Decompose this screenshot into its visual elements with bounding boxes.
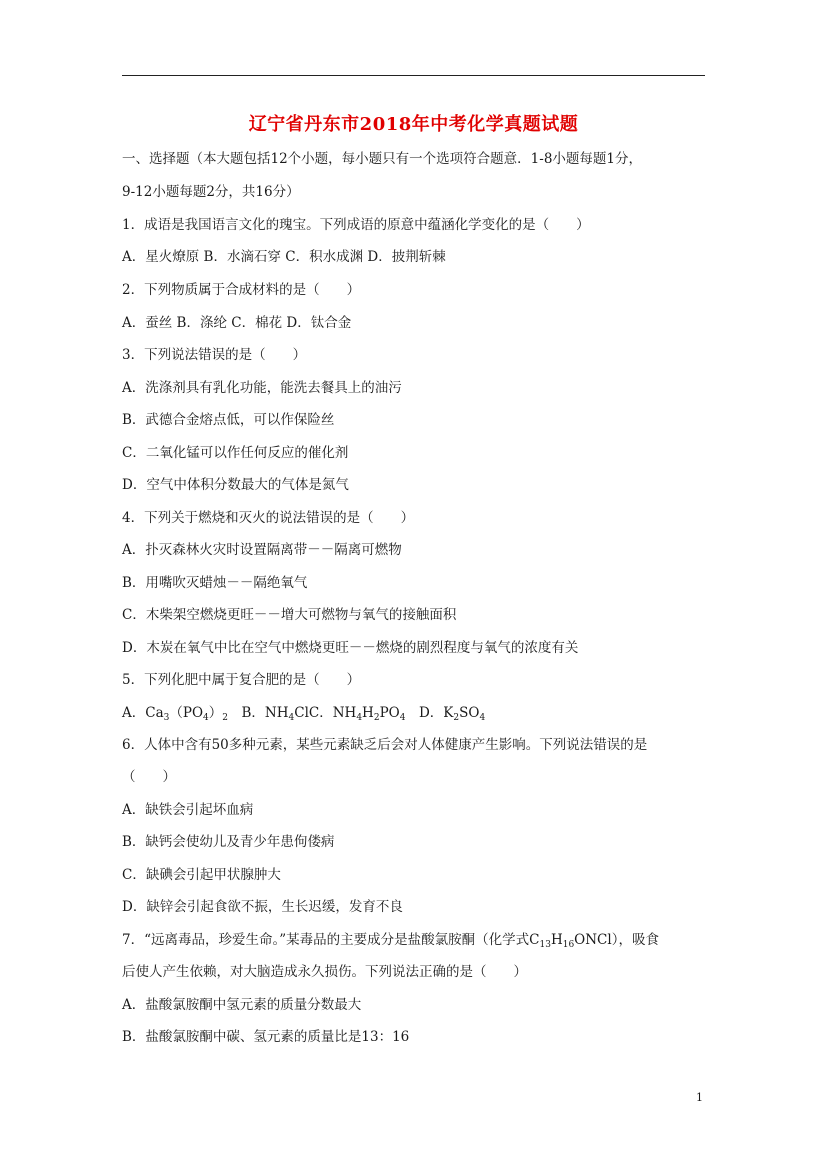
question-4-option-a: A．扑灭森林火灾时设置隔离带－－隔离可燃物 xyxy=(122,542,402,558)
question-6-option-a: A．缺铁会引起坏血病 xyxy=(122,802,254,818)
page-number: 1 xyxy=(696,1091,703,1104)
question-3-option-a: A．洗涤剂具有乳化功能，能洗去餐具上的油污 xyxy=(122,380,402,396)
question-4: 4．下列关于燃烧和灭火的说法错误的是（ ） xyxy=(122,510,415,526)
question-6-option-d: D．缺锌会引起食欲不振，生长迟缓，发育不良 xyxy=(122,899,403,915)
question-4-option-d: D．木炭在氧气中比在空气中燃烧更旺－－燃烧的剧烈程度与氧气的浓度有关 xyxy=(122,640,579,656)
question-7: 7．“远离毒品，珍爱生命。”某毒品的主要成分是盐酸氯胺酮（化学式$C_{13}H_{16}ONCl$），吸食 xyxy=(122,932,659,950)
question-1: 1．成语是我国语言文化的瑰宝。下列成语的原意中蕴涵化学变化的是（ ） xyxy=(122,217,590,233)
question-2-options: A．蚕丝 B．涤纶 C．棉花 D．钛合金 xyxy=(122,315,352,331)
question-6-option-c: C．缺碘会引起甲状腺肿大 xyxy=(122,867,281,883)
question-7-cont: 后使人产生依赖，对大脑造成永久损伤。下列说法正确的是（ ） xyxy=(122,964,527,980)
section-heading: 一、选择题（本大题包括12个小题，每小题只有一个选项符合题意．1-8小题每题1分， xyxy=(122,151,643,167)
header-rule xyxy=(122,75,705,76)
question-6-option-b: B．缺钙会使幼儿及青少年患佝偻病 xyxy=(122,834,335,850)
question-4-option-b: B．用嘴吹灭蜡烛－－隔绝氧气 xyxy=(122,575,308,591)
question-2: 2．下列物质属于合成材料的是（ ） xyxy=(122,282,361,298)
question-7-option-a: A．盐酸氯胺酮中氢元素的质量分数最大 xyxy=(122,997,362,1013)
question-6-cont: （ ） xyxy=(122,769,176,785)
question-3-option-d: D．空气中体积分数最大的气体是氮气 xyxy=(122,477,349,493)
question-3: 3．下列说法错误的是（ ） xyxy=(122,347,307,363)
question-7-option-b: B．盐酸氯胺酮中碳、氢元素的质量比是13：16 xyxy=(122,1029,410,1045)
document-title: 辽宁省丹东市2018年中考化学真题试题 xyxy=(248,114,579,135)
question-4-option-c: C．木柴架空燃烧更旺－－增大可燃物与氧气的接触面积 xyxy=(122,607,457,623)
question-5-options: A．$Ca_3(PO_4)_2$ B．$NH_4ClC$．$NH_4H_2PO_4$ D．$K_2SO_4$ xyxy=(122,705,486,723)
section-heading-cont: 9-12小题每题2分，共16分） xyxy=(122,184,300,200)
question-5: 5．下列化肥中属于复合肥的是（ ） xyxy=(122,672,361,688)
question-6: 6．人体中含有50多种元素，某些元素缺乏后会对人体健康产生影响。下列说法错误的是 xyxy=(122,737,648,753)
question-1-options: A．星火燎原 B．水滴石穿 C．积水成渊 D．披荆斩棘 xyxy=(122,249,446,265)
question-3-option-b: B．武德合金熔点低，可以作保险丝 xyxy=(122,412,335,428)
question-3-option-c: C．二氧化锰可以作任何反应的催化剂 xyxy=(122,445,349,461)
